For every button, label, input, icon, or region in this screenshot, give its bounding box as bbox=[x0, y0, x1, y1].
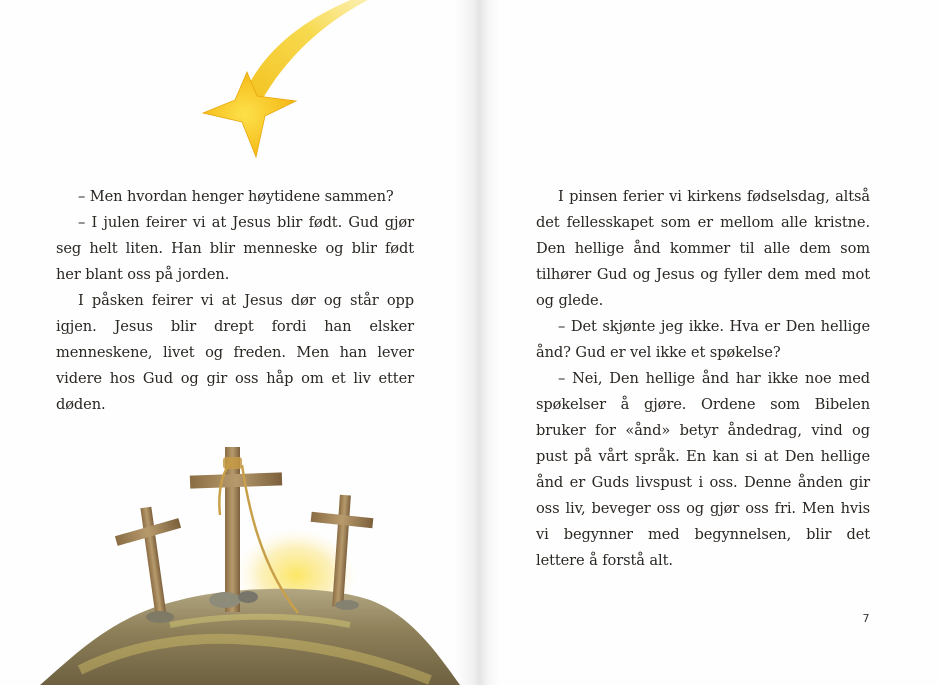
right-page-text bbox=[536, 184, 870, 574]
star-icon bbox=[203, 72, 296, 157]
paragraph: I påsken feirer vi at Jesus dør og står opp igjen. Jesus blir drept fordi han elsker menneskene, livet og freden. Men han lever videre hos Gud og gir oss håp om et liv etter døden. bbox=[56, 292, 414, 413]
three-crosses-illustration bbox=[20, 435, 460, 685]
paragraph: – Det skjønte jeg ikke. Hva er Den hellige ånd? Gud er vel ikke et spøkelse? bbox=[536, 318, 870, 361]
left-page-text bbox=[56, 184, 414, 418]
page-number: 7 bbox=[862, 612, 870, 625]
paragraph: I pinsen ferier vi kirkens fødselsdag, altså det fellesskapet som er mellom alle kristne. Den hellige ånd kommer til alle dem som tilhører Gud og Jesus og fyller dem med mot og glede. bbox=[536, 188, 870, 309]
paragraph: – Men hvordan henger høytidene sammen? bbox=[78, 188, 394, 205]
paragraph: – I julen feirer vi at Jesus blir født. Gud gjør seg helt liten. Han blir menneske og blir født her blant oss på jorden. bbox=[56, 214, 414, 283]
star-tail bbox=[245, 0, 368, 100]
shooting-star-illustration bbox=[190, 0, 380, 170]
paragraph: – Nei, Den hellige ånd har ikke noe med spøkelser å gjøre. Ordene som Bibelen bruker for «ånd» betyr åndedrag, vind og pust på vårt språk. En kan si at Den hellige ånd er Guds livspust i oss. Denne ånden gir oss liv, beveger oss og gjør oss fri. Men hvis vi begynner med begynnelsen, blir det lettere å forstå alt. bbox=[536, 370, 870, 569]
